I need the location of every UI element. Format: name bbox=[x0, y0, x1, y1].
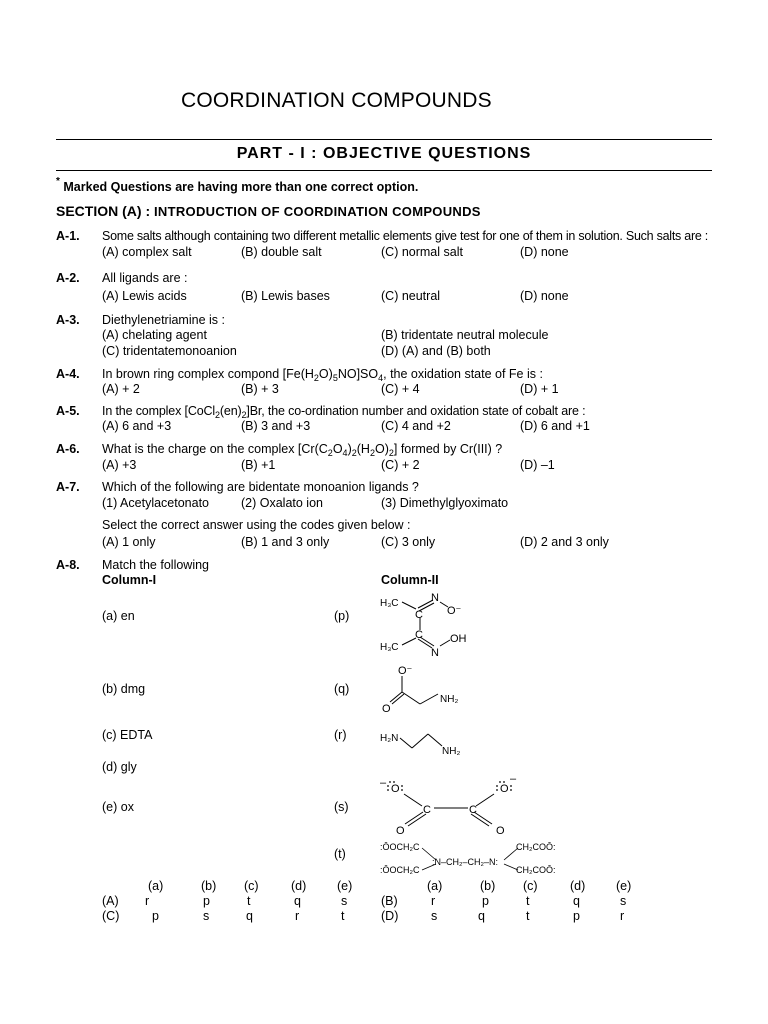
answer-cell: s bbox=[341, 894, 348, 908]
question-text: In brown ring complex compond $[Fe(H_2O)_5NO]SO_4$, the oxidation state of Fe is : bbox=[102, 367, 543, 383]
column-2-label: (q) bbox=[334, 682, 350, 696]
answer-col-header: (a) bbox=[427, 879, 443, 893]
column-1-item: (d) gly bbox=[102, 760, 137, 774]
column-2-label: (t) bbox=[334, 847, 346, 861]
answer-cell: s bbox=[620, 894, 627, 908]
option-c: (C) normal salt bbox=[381, 245, 463, 259]
marked-note bbox=[56, 178, 418, 194]
note-text: Marked Questions are having more than one correct option. bbox=[63, 180, 419, 195]
answer-option-label: (D) bbox=[381, 909, 399, 923]
ligand-item: (3) Dimethylglyoximato bbox=[381, 496, 509, 510]
answer-cell: s bbox=[431, 909, 438, 923]
answer-col-header: (a) bbox=[148, 879, 164, 893]
option-b: (B) + 3 bbox=[241, 382, 279, 396]
carbon-label: C bbox=[415, 629, 423, 641]
question-number: A-2. bbox=[56, 271, 80, 285]
answer-col-header: (d) bbox=[291, 879, 307, 893]
option-a: (A) + 2 bbox=[102, 382, 140, 396]
column-1-item: (e) ox bbox=[102, 800, 134, 814]
bottom-rule bbox=[56, 170, 712, 171]
acetate-arm-label: :ŌOCH₂C bbox=[380, 842, 420, 852]
column-2-label: (r) bbox=[334, 728, 347, 742]
answer-cell: r bbox=[620, 909, 625, 923]
option-d: (D) none bbox=[520, 289, 569, 303]
option-a: (A) complex salt bbox=[102, 245, 192, 259]
column-1-item: (a) en bbox=[102, 609, 135, 623]
section-label: SECTION (A) : bbox=[56, 203, 151, 219]
minus-sign: – bbox=[510, 776, 517, 785]
carbon-label: C bbox=[469, 804, 477, 816]
methyl-label: H₃C bbox=[380, 598, 399, 609]
column-1-item: (b) dmg bbox=[102, 682, 146, 696]
column-1-item: (c) EDTA bbox=[102, 728, 153, 742]
question-number: A-6. bbox=[56, 442, 80, 456]
answer-cell: q bbox=[246, 909, 253, 923]
question-text: All ligands are : bbox=[102, 271, 188, 285]
oxygen-label: O bbox=[391, 783, 400, 795]
option-c: (C) tridentatemonoanion bbox=[102, 344, 237, 358]
methyl-label: H₃C bbox=[380, 642, 399, 653]
answer-col-header: (b) bbox=[480, 879, 496, 893]
column-2-header: Column-II bbox=[381, 573, 439, 587]
amine-label: NH₂ bbox=[440, 694, 459, 705]
column-2-label: (p) bbox=[334, 609, 350, 623]
structure-s-ox bbox=[378, 776, 528, 836]
option-b: (B) 3 and +3 bbox=[241, 419, 311, 433]
question-text: Some salts although containing two different metallic elements give test for one of them in solution. Such salts are : bbox=[102, 229, 709, 243]
answer-col-header: (d) bbox=[570, 879, 586, 893]
amine-label: NH₂ bbox=[442, 746, 461, 757]
ethylenediamine-core-label: :N–CH₂–CH₂–N: bbox=[432, 857, 499, 867]
option-d: (D) none bbox=[520, 245, 569, 259]
option-d: (D) (A) and (B) both bbox=[381, 344, 491, 358]
option-c: (C) 3 only bbox=[381, 535, 436, 549]
option-d: (D) –1 bbox=[520, 458, 555, 472]
answer-cell: p bbox=[152, 909, 159, 923]
structure-t-edta bbox=[378, 838, 578, 880]
answer-cell: r bbox=[295, 909, 300, 923]
codes-text: Select the correct answer using the codes given below : bbox=[102, 518, 411, 532]
answer-cell: r bbox=[145, 894, 150, 908]
answer-cell: q bbox=[478, 909, 485, 923]
option-c: (C) neutral bbox=[381, 289, 441, 303]
answer-col-header: (b) bbox=[201, 879, 217, 893]
question-number: A-5. bbox=[56, 404, 80, 418]
top-rule bbox=[56, 139, 712, 140]
answer-cell: q bbox=[573, 894, 580, 908]
answer-cell: p bbox=[482, 894, 489, 908]
oxygen-label: O bbox=[396, 825, 405, 836]
acetate-arm-label: :ŌOCH₂C bbox=[380, 865, 420, 875]
answer-option-label: (A) bbox=[102, 894, 119, 908]
option-a: (A) Lewis acids bbox=[102, 289, 187, 303]
column-2-label: (s) bbox=[334, 800, 349, 814]
question-text: In the complex $[CoCl_2(en)_2]Br$, the co-ordination number and oxidation state of cobalt are : bbox=[102, 404, 586, 420]
question-number: A-7. bbox=[56, 480, 80, 494]
question-number: A-3. bbox=[56, 313, 80, 327]
option-c: (C) + 4 bbox=[381, 382, 420, 396]
option-d: (D) 2 and 3 only bbox=[520, 535, 609, 549]
question-text: Match the following bbox=[102, 558, 210, 572]
structure-q-gly bbox=[378, 662, 478, 716]
answer-cell: p bbox=[203, 894, 210, 908]
answer-cell: p bbox=[573, 909, 580, 923]
nitrogen-label: N bbox=[431, 647, 439, 659]
answer-cell: r bbox=[431, 894, 436, 908]
answer-col-header: (c) bbox=[523, 879, 538, 893]
question-number: A-8. bbox=[56, 558, 80, 572]
section-title: INTRODUCTION OF COORDINATION COMPOUNDS bbox=[154, 204, 481, 219]
option-b: (B) Lewis bases bbox=[241, 289, 330, 303]
page-title: COORDINATION COMPOUNDS bbox=[181, 89, 492, 112]
option-b: (B) +1 bbox=[241, 458, 276, 472]
answer-col-header: (e) bbox=[337, 879, 353, 893]
carbon-label: C bbox=[423, 804, 431, 816]
option-c: (C) 4 and +2 bbox=[381, 419, 451, 433]
oxygen-anion-label: O⁻ bbox=[447, 605, 462, 617]
oxygen-label: O bbox=[496, 825, 505, 836]
option-a: (A) 1 only bbox=[102, 535, 156, 549]
answer-cell: t bbox=[341, 909, 345, 923]
answer-cell: t bbox=[247, 894, 251, 908]
question-number: A-1. bbox=[56, 229, 80, 243]
ligand-item: (2) Oxalato ion bbox=[241, 496, 323, 510]
hydroxyl-label: OH bbox=[450, 633, 467, 645]
acetate-arm-label: CH₂COŌ: bbox=[516, 865, 556, 875]
question-text: Diethylenetriamine is : bbox=[102, 313, 225, 327]
amine-label: H₂N bbox=[380, 733, 399, 744]
ligand-item: (1) Acetylacetonato bbox=[102, 496, 210, 510]
answer-cell: t bbox=[526, 909, 530, 923]
option-d: (D) + 1 bbox=[520, 382, 559, 396]
question-text: Which of the following are bidentate monoanion ligands ? bbox=[102, 480, 419, 494]
option-c: (C) + 2 bbox=[381, 458, 420, 472]
option-b: (B) double salt bbox=[241, 245, 322, 259]
carbon-label: C bbox=[415, 609, 423, 621]
acetate-arm-label: CH₂COŌ: bbox=[516, 842, 556, 852]
structure-p-dmg bbox=[378, 590, 488, 660]
oxygen-label: O bbox=[382, 703, 391, 715]
option-a: (A) +3 bbox=[102, 458, 137, 472]
option-a: (A) 6 and +3 bbox=[102, 419, 172, 433]
section-heading bbox=[56, 203, 481, 219]
answer-col-header: (c) bbox=[244, 879, 259, 893]
question-text: What is the charge on the complex $[Cr(C_2O_4)_2(H_2O)_2]$ formed by Cr(III) ? bbox=[102, 442, 503, 458]
note-star: * bbox=[56, 176, 60, 187]
option-d: (D) 6 and +1 bbox=[520, 419, 590, 433]
answer-col-header: (e) bbox=[616, 879, 632, 893]
nitrogen-label: N bbox=[431, 592, 439, 604]
question-number: A-4. bbox=[56, 367, 80, 381]
column-1-header: Column-I bbox=[102, 573, 157, 587]
structure-r-en bbox=[378, 724, 478, 760]
oxygen-anion-label: O⁻ bbox=[398, 665, 413, 677]
option-a: (A) chelating agent bbox=[102, 328, 207, 342]
answer-cell: s bbox=[203, 909, 210, 923]
answer-cell: t bbox=[526, 894, 530, 908]
part-heading: PART - I : OBJECTIVE QUESTIONS bbox=[236, 145, 532, 162]
option-b: (B) tridentate neutral molecule bbox=[381, 328, 549, 342]
option-b: (B) 1 and 3 only bbox=[241, 535, 330, 549]
answer-cell: q bbox=[294, 894, 301, 908]
answer-option-label: (C) bbox=[102, 909, 120, 923]
answer-option-label: (B) bbox=[381, 894, 398, 908]
oxygen-label: O bbox=[500, 783, 509, 795]
minus-sign: – bbox=[380, 777, 387, 789]
